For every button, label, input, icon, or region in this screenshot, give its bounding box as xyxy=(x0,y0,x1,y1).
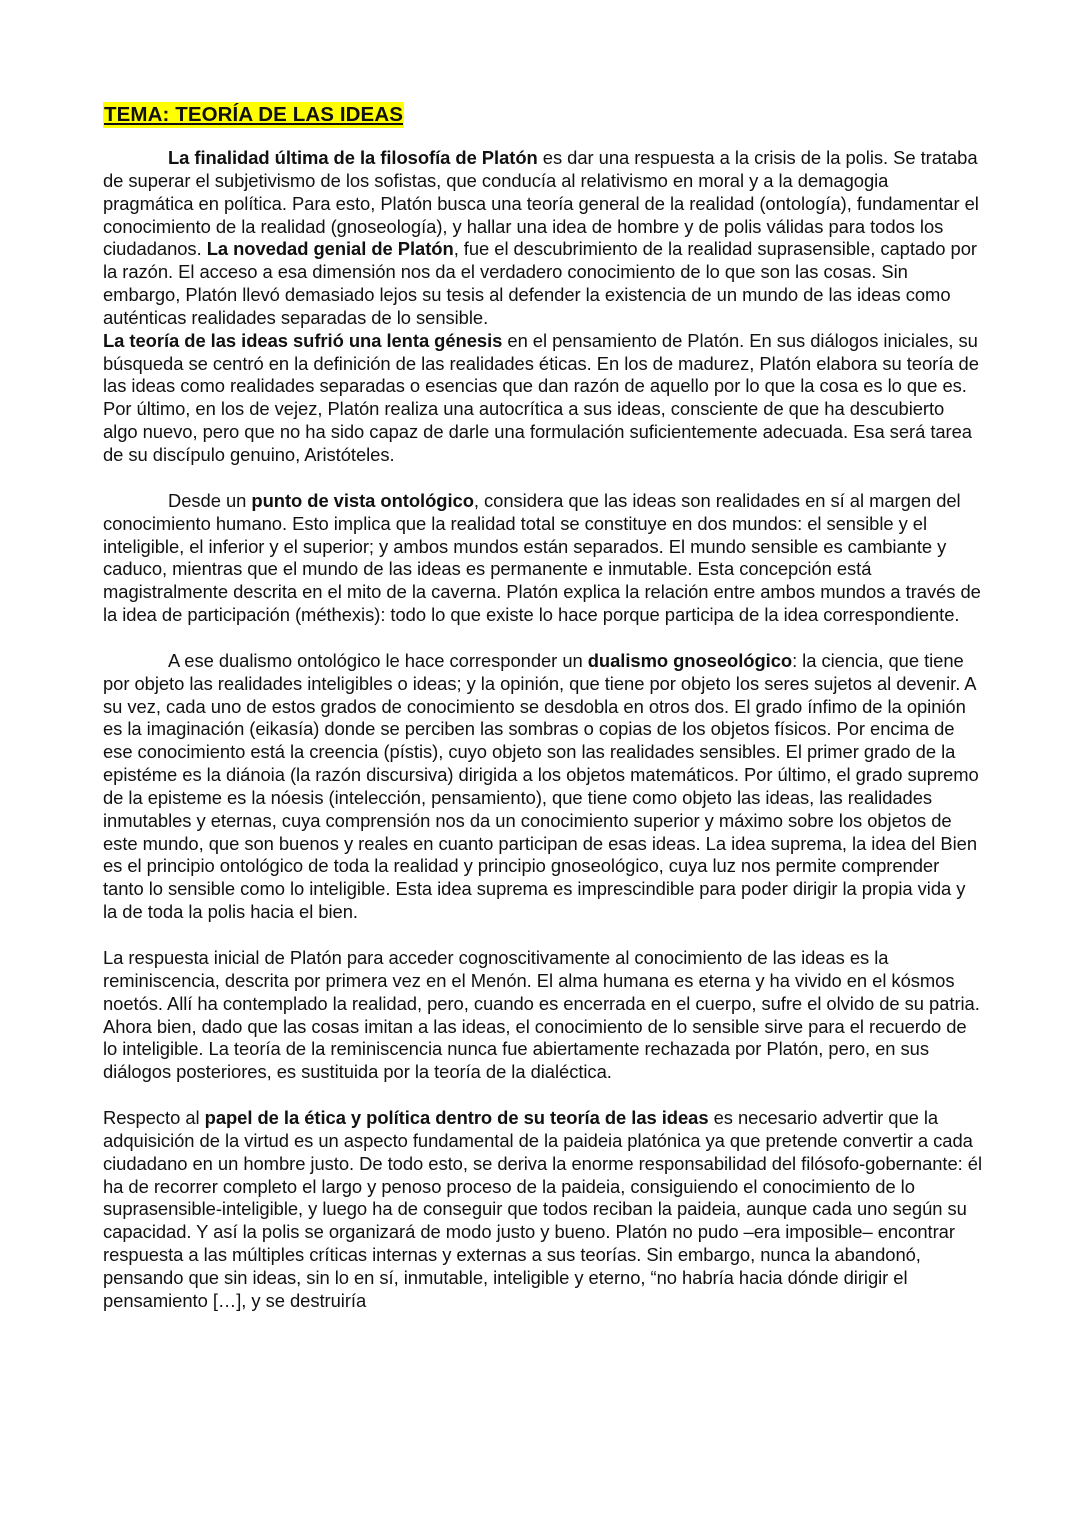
paragraph-text: , fue el descubrimiento de la realidad suprasensible, captado por la razón. El acceso a esa dimensión nos da el verdadero conocimiento de lo que son las cosas. Sin embargo, Platón llevó demasiado lejos su tesis al defender la existencia de un mundo de las ideas como auténticas realidades separadas de lo sensible. xyxy=(103,238,977,328)
paragraph-finalidad xyxy=(103,147,983,330)
page-title: TEMA: TEORÍA DE LAS IDEAS xyxy=(104,103,403,126)
paragraph-text: Respecto al xyxy=(103,1107,205,1129)
bold-phrase: La teoría de las ideas sufrió una lenta génesis xyxy=(103,329,503,351)
document-body xyxy=(103,102,983,1313)
paragraph-reminiscencia xyxy=(103,947,983,1084)
paragraph-text: A ese dualismo ontológico le hace corresponder un xyxy=(168,649,588,671)
bold-phrase: La novedad genial de Platón xyxy=(206,238,454,260)
paragraph-text: es dar una respuesta a la crisis de la polis. Se trataba de superar el subjetivismo de los sofistas, que conducía al relativismo en moral y a la demagogia pragmática en política. Para esto, Platón busca una teoría general de la realidad (ontología), fundamentar el conocimiento de la realidad (gnoseología), y hallar una idea de hombre y de polis válidas para todos los ciudadanos. xyxy=(103,147,979,260)
paragraph-text: es necesario advertir que la adquisición de la virtud es un aspecto fundamental de la paideia platónica ya que pretende convertir a cada ciudadano en un hombre justo. De todo esto, se deriva la enorme responsabilidad del filósofo-gobernante: él ha de recorrer completo el largo y penoso proceso de la paideia, consiguiendo el conocimiento de lo suprasensible-inteligible, y luego ha de conseguir que todos reciban la paideia, aunque cada uno según su capacidad. Y así la polis se organizará de modo justo y bueno. Platón no pudo –era imposible– encontrar respuesta a las múltiples críticas internas y externas a sus teorías. Sin embargo, nunca la abandonó, pensando que sin ideas, sin lo en sí, inmutable, inteligible y eterno, “no habría hacia dónde dirigir el pensamiento […], y se destruiría xyxy=(103,1107,982,1311)
paragraph-gnoseologico xyxy=(103,650,983,924)
paragraph-text: La respuesta inicial de Platón para acceder cognoscitivamente al conocimiento de las ideas es la reminiscencia, descrita por primera vez en el Menón. El alma humana es eterna y ha vivido en el kósmos noetós. Allí ha contemplado la realidad, pero, cuando es encerrada en el cuerpo, sufre el olvido de su patria. Ahora bien, dado que las cosas imitan a las ideas, el conocimiento de lo sensible sirve para el recuerdo de lo inteligible. La teoría de la reminiscencia nunca fue abiertamente rechazada por Platón, pero, en sus diálogos posteriores, es sustituida por la teoría de la dialéctica. xyxy=(103,947,980,1083)
paragraph-genesis xyxy=(103,330,983,467)
bold-phrase: dualismo gnoseológico xyxy=(587,649,793,671)
paragraph-text: en el pensamiento de Platón. En sus diálogos iniciales, su búsqueda se centró en la definición de las realidades éticas. En los de madurez, Platón elabora su teoría de las ideas como realidades separadas o esencias que dan razón de aquello por lo que la cosa es lo que es. Por último, en los de vejez, Platón realiza una autocrítica a sus ideas, consciente de que ha descubierto algo nuevo, pero que no ha sido capaz de darle una formulación suficientemente adecuada. Esa será tarea de su discípulo genuino, Aristóteles. xyxy=(103,329,979,465)
bold-phrase: La finalidad última de la filosofía de Platón xyxy=(168,147,538,168)
paragraph-text: : la ciencia, que tiene por objeto las realidades inteligibles o ideas; y la opinión, que tiene por objeto los seres sujetos al devenir. A su vez, cada uno de estos grados de conocimiento se desdobla en otros dos. El grado ínfimo de la opinión es la imaginación (eikasía) donde se perciben las sombras o copias de los objetos físicos. Por encima de ese conocimiento está la creencia (pístis), cuyo objeto son las realidades sensibles. El primer grado de la epistéme es la diánoia (la razón discursiva) dirigida a los objetos matemáticos. Por último, el grado supremo de la episteme es la nóesis (intelección, pensamiento), que tiene como objeto las ideas, las realidades inmutables y eternas, cuya comprensión nos da un conocimiento superior y máximo sobre los objetos de este mundo, que son buenos y reales en cuanto participan de esas ideas. La idea suprema, la idea del Bien es el principio ontológico de toda la realidad y principio gnoseológico, cuya luz nos permite comprender tanto lo sensible como lo inteligible. Esta idea suprema es imprescindible para poder dirigir la propia vida y la de toda la polis hacia el bien. xyxy=(103,649,979,923)
bold-phrase: papel de la ética y política dentro de su teoría de las ideas xyxy=(204,1107,709,1129)
paragraph-text: Desde un xyxy=(168,489,252,511)
paragraph-etica-politica xyxy=(103,1107,983,1313)
bold-phrase: punto de vista ontológico xyxy=(251,489,474,511)
paragraph-text: , considera que las ideas son realidades en sí al margen del conocimiento humano. Esto implica que la realidad total se constituye en dos mundos: el sensible y el inteligible, el inferior y el superior; y ambos mundos están separados. El mundo sensible es cambiante y caduco, mientras que el mundo de las ideas es permanente e inmutable. Esta concepción está magistralmente descrita en el mito de la caverna. Platón explica la relación entre ambos mundos a través de la idea de participación (méthexis): todo lo que existe lo hace porque participa de la idea correspondiente. xyxy=(103,489,981,626)
paragraph-ontologico xyxy=(103,490,983,627)
